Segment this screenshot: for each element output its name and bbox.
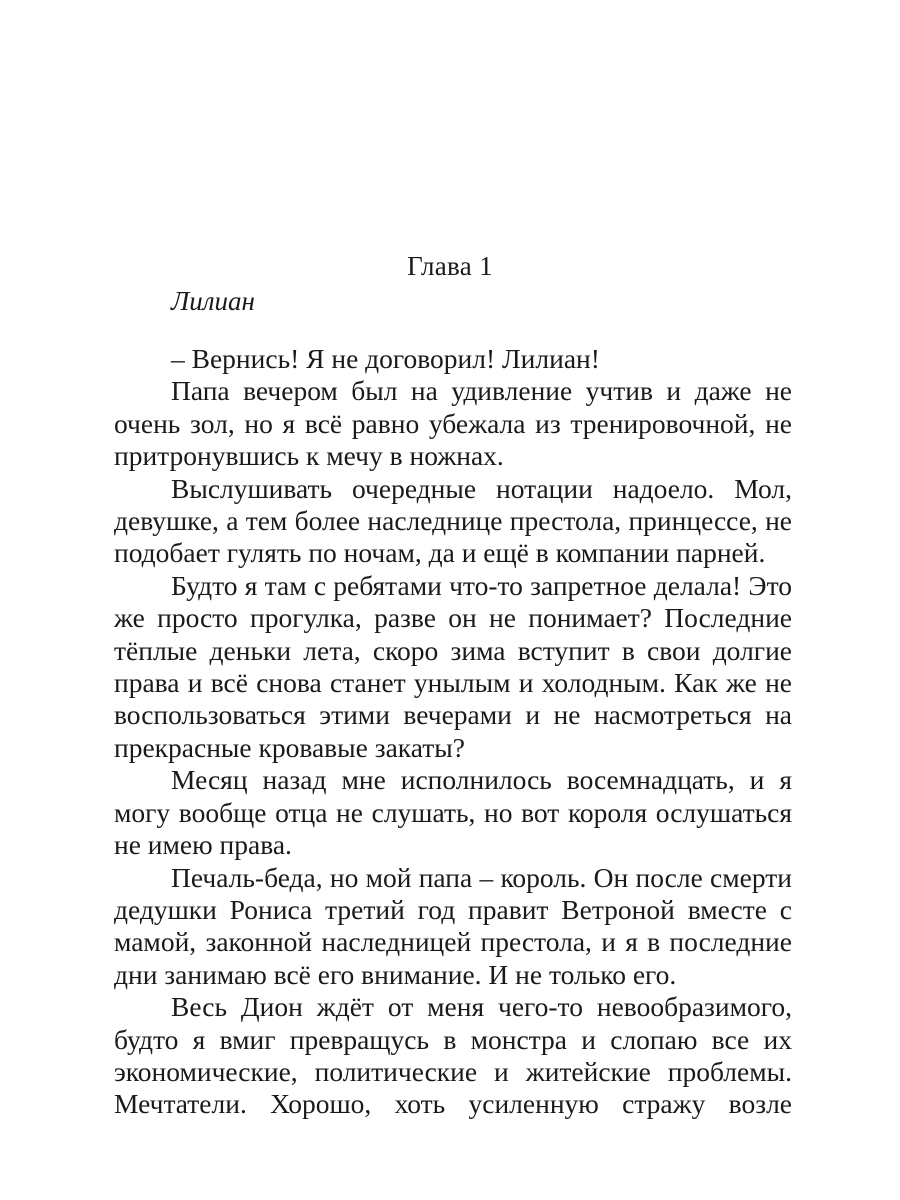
paragraph: Выслушивать очередные нотации надоело. Мол, девушке, а тем более наследнице престола, принцессе, не подобает гулять по ночам, да и ещё в компании парней. bbox=[114, 472, 792, 569]
paragraph: Печаль-беда, но мой папа – король. Он после смерти дедушки Рониса третий год правит Ветроной вместе с мамой, законной наследницей престола, и я в последние дни занимаю всё его внимание. И не только его. bbox=[114, 861, 792, 990]
chapter-pov-name: Лилиан bbox=[171, 286, 255, 316]
paragraph: Весь Дион ждёт от меня чего-то невообразимого, будто я вмиг превращусь в монстра и слопаю все их экономические, политические и житейские проблемы. Мечтатели. Хорошо, хоть усиленную стражу возле bbox=[114, 991, 792, 1120]
chapter-title: Глава 1 bbox=[407, 251, 493, 281]
paragraph: – Вернись! Я не договорил! Лилиан! bbox=[171, 343, 600, 374]
chapter-body bbox=[114, 343, 792, 1121]
paragraph: Папа вечером был на удивление учтив и даже не очень зол, но я всё равно убежала из тренировочной, не притронувшись к мечу в ножнах. bbox=[114, 375, 792, 472]
paragraph: Будто я там с ребятами что-то запретное делала! Это же просто прогулка, разве он не понимает? Последние тёплые деньки лета, скоро зима вступит в свои долгие права и всё снова станет унылым и холодным. Как же не воспользоваться этими вечерами и не насмотреться на прекрасные кровавые закаты? bbox=[114, 569, 792, 763]
paragraph: Месяц назад мне исполнилось восемнадцать, и я могу вообще отца не слушать, но вот короля ослушаться не имею права. bbox=[114, 764, 792, 861]
